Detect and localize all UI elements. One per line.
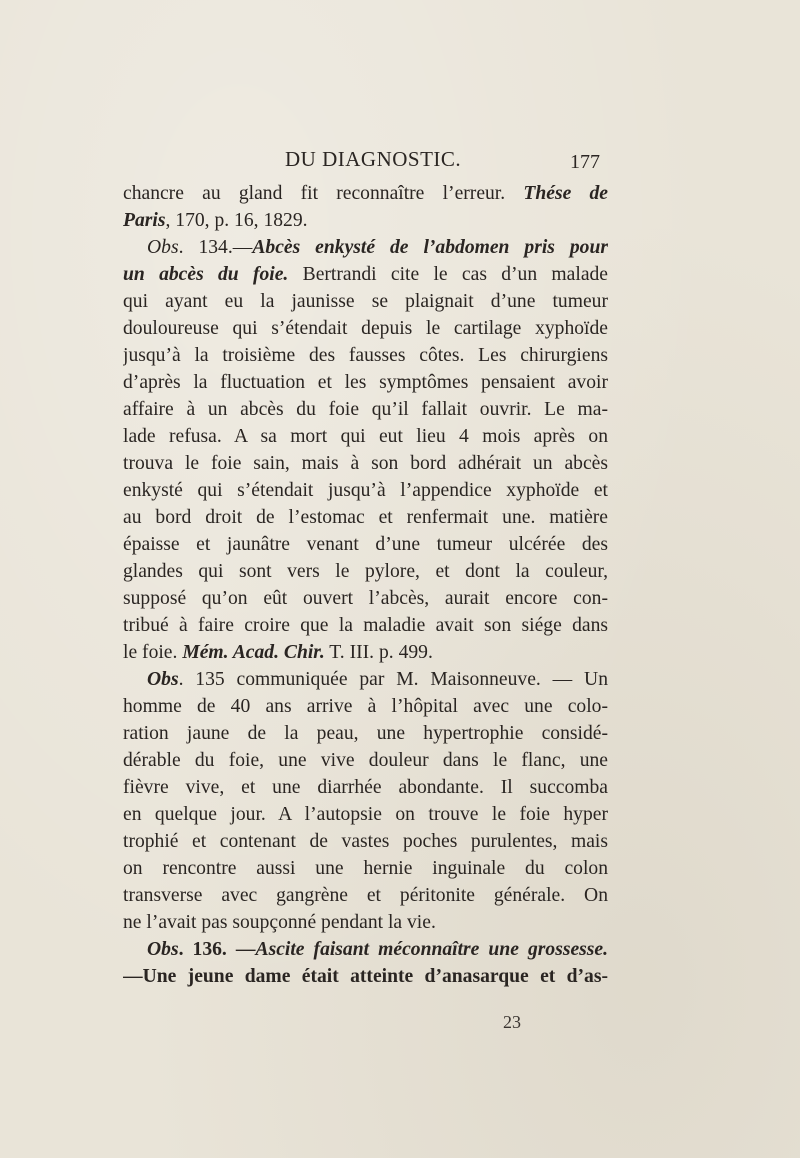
- text-line: [123, 801, 608, 828]
- text-line: [123, 585, 608, 612]
- text-segment: dérable du foie, une vive douleur dans le flanc, une: [123, 750, 608, 771]
- text-line: [123, 747, 608, 774]
- text-segment: Bertrandi cite le cas d’un malade: [288, 264, 608, 285]
- text-line: [123, 828, 608, 855]
- text-segment: Obs: [147, 669, 179, 690]
- text-segment: d’après la fluctuation et les symptômes pensaient avoir: [123, 372, 608, 393]
- text-segment: Ascite faisant méconnaître une grossesse.: [255, 939, 608, 960]
- text-segment: enkysté qui s’étendait jusqu’à l’appendice xyphoïde et: [123, 480, 608, 501]
- text-line: [123, 477, 608, 504]
- text-segment: homme de 40 ans arrive à l’hôpital avec une colo-: [123, 696, 608, 717]
- text-segment: en quelque jour. A l’autopsie on trouve le foie hyper: [123, 804, 608, 825]
- text-line: [123, 261, 608, 288]
- text-line: [123, 666, 608, 693]
- text-segment: on rencontre aussi une hernie inguinale du colon: [123, 858, 608, 879]
- text-segment: transverse avec gangrène et péritonite générale. On: [123, 885, 608, 906]
- text-line: [123, 720, 608, 747]
- text-segment: Paris: [123, 210, 166, 231]
- text-line: [123, 693, 608, 720]
- text-segment: douloureuse qui s’étendait depuis le cartilage xyphoïde: [123, 318, 608, 339]
- text-segment: lade refusa. A sa mort qui eut lieu 4 mois après on: [123, 426, 608, 447]
- text-line: [123, 531, 608, 558]
- text-line: [123, 342, 608, 369]
- text-line: [123, 288, 608, 315]
- text-segment: Thése de: [523, 183, 608, 204]
- text-segment: Obs: [147, 237, 179, 258]
- text-segment: supposé qu’on eût ouvert l’abcès, aurait encore con-: [123, 588, 608, 609]
- signature-mark: 23: [503, 1012, 521, 1032]
- page-number: 177: [570, 151, 600, 173]
- text-segment: qui ayant eu la jaunisse se plaignait d’une tumeur: [123, 291, 608, 312]
- text-line: [123, 207, 608, 234]
- page-header: [120, 147, 600, 177]
- text-line: [123, 909, 608, 936]
- text-line: [123, 612, 608, 639]
- text-line: [123, 396, 608, 423]
- text-segment: ne l’avait pas soupçonné pendant la vie.: [123, 912, 436, 933]
- text-segment: trouva le foie sain, mais à son bord adhérait un abcès: [123, 453, 608, 474]
- text-line: [123, 450, 608, 477]
- running-title: DU DIAGNOSTIC.: [285, 147, 462, 171]
- text-line: [123, 234, 608, 261]
- body-text: [123, 180, 608, 990]
- text-line: [123, 423, 608, 450]
- text-line: [123, 936, 608, 963]
- text-segment: tribué à faire croire que la maladie avait son siége dans: [123, 615, 608, 636]
- text-segment: le foie.: [123, 642, 183, 663]
- text-segment: —Une jeune dame était atteinte d’anasarque et d’as-: [123, 966, 608, 987]
- text-segment: fièvre vive, et une diarrhée abondante. Il succomba: [123, 777, 608, 798]
- text-segment: ration jaune de la peau, une hypertrophie considé-: [123, 723, 608, 744]
- text-segment: . 136. —: [178, 939, 256, 960]
- text-line: [123, 369, 608, 396]
- text-segment: épaisse et jaunâtre venant d’une tumeur ulcérée des: [123, 534, 608, 555]
- text-segment: trophié et contenant de vastes poches purulentes, mais: [123, 831, 608, 852]
- text-segment: . 135 communiquée par M. Maisonneuve. — Un: [178, 669, 608, 690]
- text-segment: , 170, p. 16, 1829.: [165, 210, 308, 231]
- text-line: [123, 180, 608, 207]
- text-line: [123, 963, 608, 990]
- text-line: [123, 774, 608, 801]
- text-segment: Obs: [147, 939, 179, 960]
- text-segment: au bord droit de l’estomac et renfermait une. matière: [123, 507, 608, 528]
- text-line: [123, 855, 608, 882]
- text-segment: Mém. Acad. Chir.: [182, 642, 325, 663]
- text-segment: affaire à un abcès du foie qu’il fallait ouvrir. Le ma-: [123, 399, 608, 420]
- text-line: [123, 504, 608, 531]
- text-line: [123, 558, 608, 585]
- text-segment: chancre au gland fit reconnaître l’erreur.: [123, 183, 524, 204]
- text-segment: jusqu’à la troisième des fausses côtes. Les chirurgiens: [123, 345, 608, 366]
- text-segment: T. III. p. 499.: [324, 642, 433, 663]
- text-segment: glandes qui sont vers le pylore, et dont la couleur,: [123, 561, 608, 582]
- text-segment: Abcès enkysté de l’abdomen pris pour: [252, 237, 608, 258]
- text-segment: un abcès du foie.: [123, 264, 289, 285]
- text-line: [123, 639, 608, 666]
- text-segment: . 134.—: [178, 237, 253, 258]
- text-line: [123, 882, 608, 909]
- text-line: [123, 315, 608, 342]
